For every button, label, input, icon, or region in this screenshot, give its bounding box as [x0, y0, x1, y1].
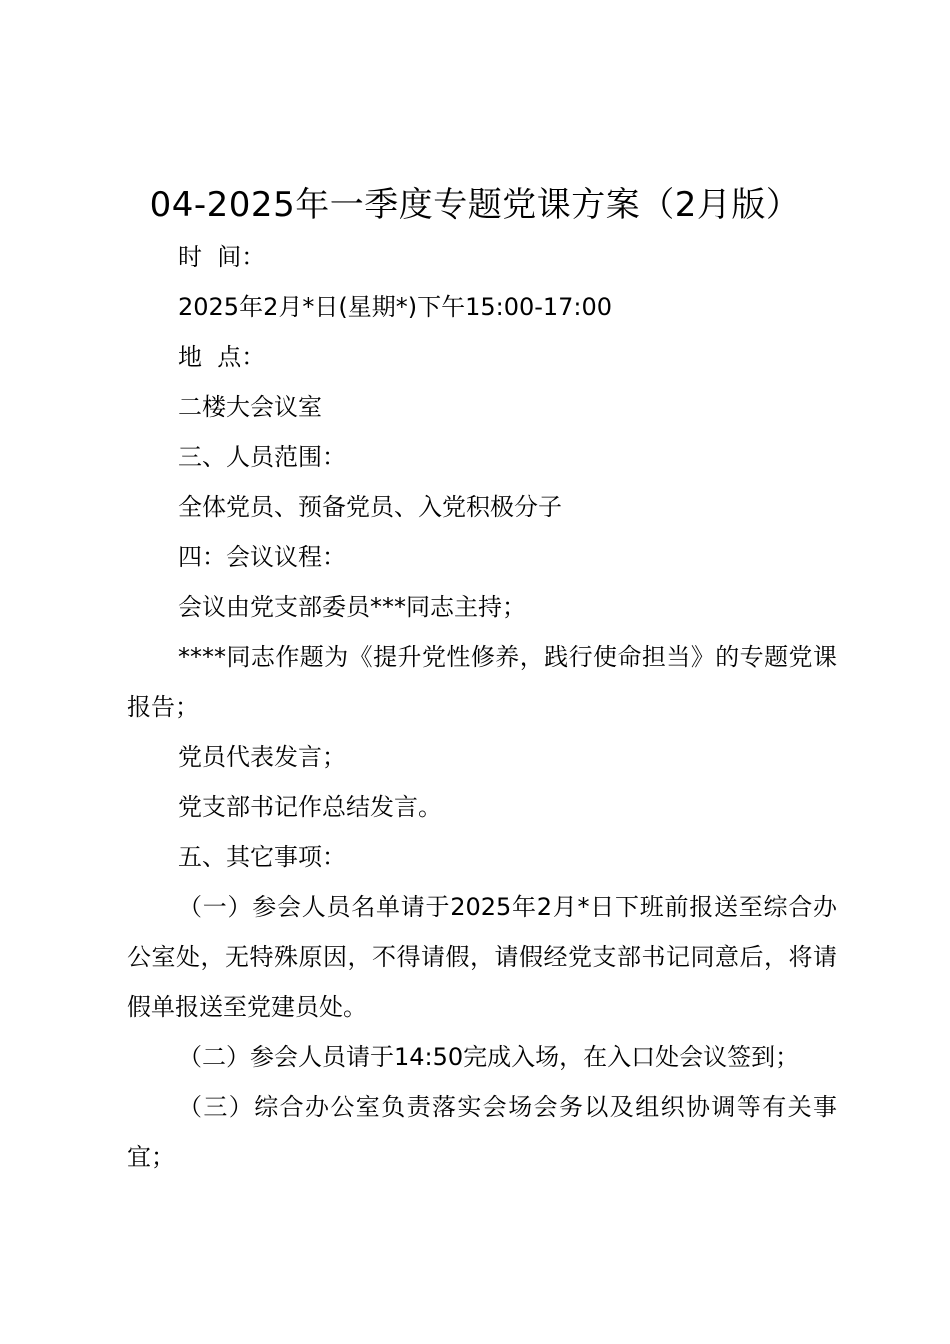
agenda-heading: 四：会议议程：: [178, 543, 346, 571]
other-matter-2: （二）参会人员请于14:50完成入场，在入口处会议签到；: [178, 1043, 800, 1071]
document-body: [127, 232, 837, 1182]
document-title: 04-2025年一季度专题党课方案（2月版）: [149, 185, 801, 225]
other-matter-3: （三）综合办公室负责落实会场会务以及组织协调等有关事宜；: [127, 1093, 837, 1171]
other-matter-1: （一）参会人员名单请于2025年2月*日下班前报送至综合办公室处，无特殊原因，不得请假，请假经党支部书记同意后，将请假单报送至党建员处。: [127, 893, 837, 1021]
agenda-item-3: 党员代表发言；: [178, 743, 346, 771]
agenda-item-2: ****同志作题为《提升党性修养，践行使命担当》的专题党课报告；: [127, 643, 837, 721]
location-heading: 地 点：: [178, 343, 266, 371]
attendees-heading: 三、人员范围：: [178, 443, 346, 471]
agenda-item-1: 会议由党支部委员***同志主持；: [178, 593, 526, 621]
location-value: 二楼大会议室: [178, 393, 322, 421]
time-value: 2025年2月*日(星期*)下午15:00-17:00: [178, 293, 613, 321]
other-matters-heading: 五、其它事项：: [178, 843, 346, 871]
time-heading: 时 间：: [178, 243, 266, 271]
attendees-value: 全体党员、预备党员、入党积极分子: [178, 493, 562, 521]
agenda-item-4: 党支部书记作总结发言。: [178, 793, 442, 821]
